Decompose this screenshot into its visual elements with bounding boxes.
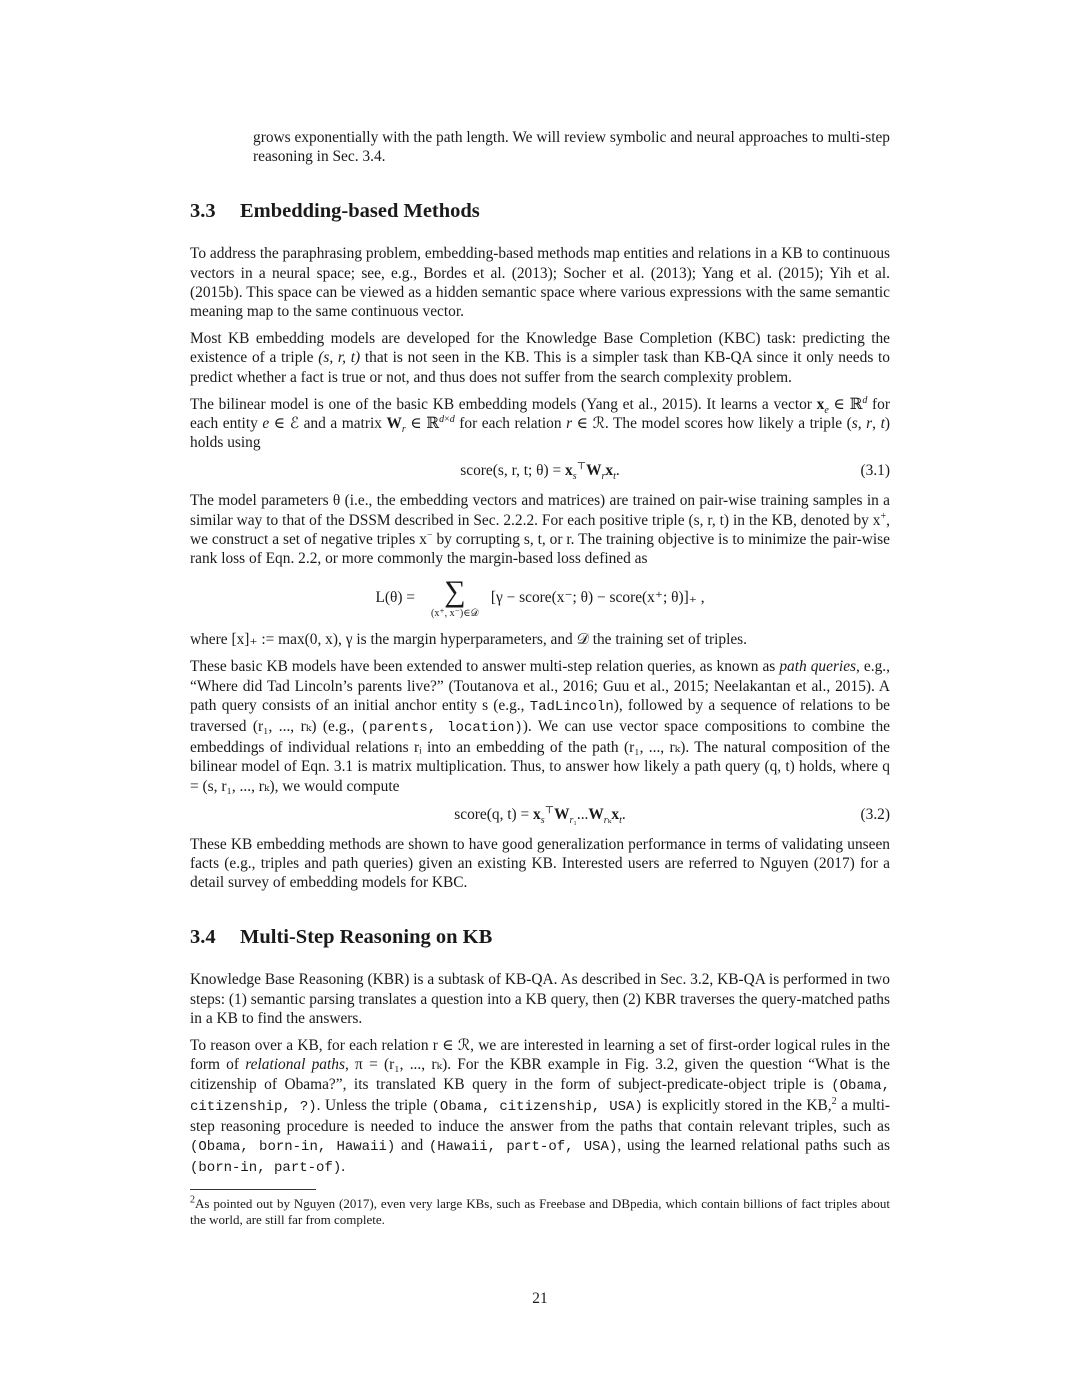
section-title: Embedding-based Methods	[240, 200, 480, 223]
equation-number: (3.2)	[860, 805, 890, 823]
paragraph: Knowledge Base Reasoning (KBR) is a subtask of KB-QA. As described in Sec. 3.2, KB-QA is performed in two steps: (1) semantic parsing translates a question into a KB query, then (2) KBR traverses the query-matched paths in a KB to find the answers.	[190, 971, 890, 1027]
equation-margin-loss: L(θ) = ∑ (x⁺, x⁻)∈𝒟 [γ − score(x⁻; θ) − score(x⁺; θ)]₊ ,	[375, 575, 705, 620]
section-title: Multi-Step Reasoning on KB	[240, 926, 493, 949]
section-3-4-heading	[190, 925, 890, 949]
equation-number: (3.1)	[860, 462, 890, 480]
paragraph: To reason over a KB, for each relation r ∈ ℛ, we are interested in learning a set of first-order logical rules in the form of relational paths, π = (r₁, ..., rₖ). For the KBR example in Fig. 3.2, given the question “What is the citizenship of Obama?”, its translated KB query in the form of subject-predicate-object triple is (Obama, citizenship, ?). Unless the triple (Obama, citizenship, USA) is explicitly stored in the KB,$^2$ a multi-step reasoning procedure is needed to induce the answer from the paths that contain relevant triples, such as (Obama, born-in, Hawaii) and (Hawaii, part-of, USA), using the learned relational paths such as (born-in, part-of).	[190, 1037, 890, 1177]
section-3-3-heading	[190, 199, 890, 223]
paragraph: These basic KB models have been extended to answer multi-step relation queries, as known as path queries, e.g., “Where did Tad Lincoln’s parents live?” (Toutanova et al., 2016; Guu et al., 2015; Neelakantan et al., 2015). A path query consists of an initial anchor entity s (e.g., TadLincoln), followed by a sequence of relations to be traversed (r₁, ..., rₖ) (e.g., (parents, location)). We can use vector space compositions to combine the embeddings of individual relations rᵢ into an embedding of the path (r₁, ..., rₖ). The natural composition of the bilinear model of Eqn. 3.1 is matrix multiplication. Thus, to answer how likely a path query (q, t) holds, where q = (s, r₁, ..., rₖ), we would compute	[190, 658, 891, 795]
paragraph: Most KB embedding models are developed for the Knowledge Base Completion (KBC) task: predicting the existence of a triple (s, r, t) that is not seen in the KB. This is a simpler task than KB-QA since it only needs to predict whether a fact is true or not, and thus does not suffer from the search complexity problem.	[190, 330, 890, 386]
paragraph: To address the paraphrasing problem, embedding-based methods map entities and relations in a KB to continuous vectors in a neural space; see, e.g., Bordes et al. (2013); Socher et al. (2013); Yang et al. (2015); Yih et al. (2015b). This space can be viewed as a hidden semantic space where various expressions with the same semantic meaning map to the same continuous vector.	[190, 245, 890, 321]
paragraph: The model parameters θ (i.e., the embedding vectors and matrices) are trained on pair-wise training samples in a similar way to that of the DSSM described in Sec. 2.2.2. For each positive triple (s, r, t) in the KB, denoted by x+, we construct a set of negative triples x− by corrupting s, t, or r. The training objective is to minimize the pair-wise rank loss of Eqn. 2.2, or more commonly the margin-based loss defined as	[190, 492, 890, 568]
footnote-marker[interactable]: 2	[831, 1095, 837, 1107]
footnote-divider	[190, 1189, 316, 1190]
footnote: $^2$As pointed out by Nguyen (2017), even very large KBs, such as Freebase and DBpedia, which contain billions of fact triples about the world, are still far from complete.	[190, 1194, 890, 1228]
equation-3-1: score(s, r, t; $\theta) = x_s^⊤W_rx_t$. (3.1)	[460, 461, 890, 483]
paragraph: The bilinear model is one of the basic KB embedding models (Yang et al., 2015). It learns a vector $x_e$ ∈ ℝ$^d$ for each entity e ∈ ℰ and a matrix $W_r$ ∈ ℝ$^{d\times d}$ for each relation r ∈ ℛ. The model scores how likely a triple (s, r, t) holds using	[190, 394, 891, 452]
paragraph: These KB embedding methods are shown to have good generalization performance in terms of validating unseen facts (e.g., triples and path queries) given an existing KB. Interested users are referred to Nguyen (2017) for a detail survey of embedding models for KBC.	[190, 835, 890, 892]
equation-3-2: score(q, $t) = x_s^⊤W_{r_1}...W_{r_k}x_t$. (3.2)	[454, 804, 890, 826]
page-number: 21	[532, 1290, 548, 1307]
paragraph: where [x]₊ := max(0, x), γ is the margin hyperparameters, and 𝒟 the training set of triples.	[190, 631, 748, 649]
section-number: 3.4	[190, 926, 216, 949]
intro-paragraph: grows exponentially with the path length. We will review symbolic and neural approaches to multi-step reasoning in Sec. 3.4.	[253, 129, 890, 166]
page-body	[190, 128, 890, 1229]
section-number: 3.3	[190, 200, 216, 223]
